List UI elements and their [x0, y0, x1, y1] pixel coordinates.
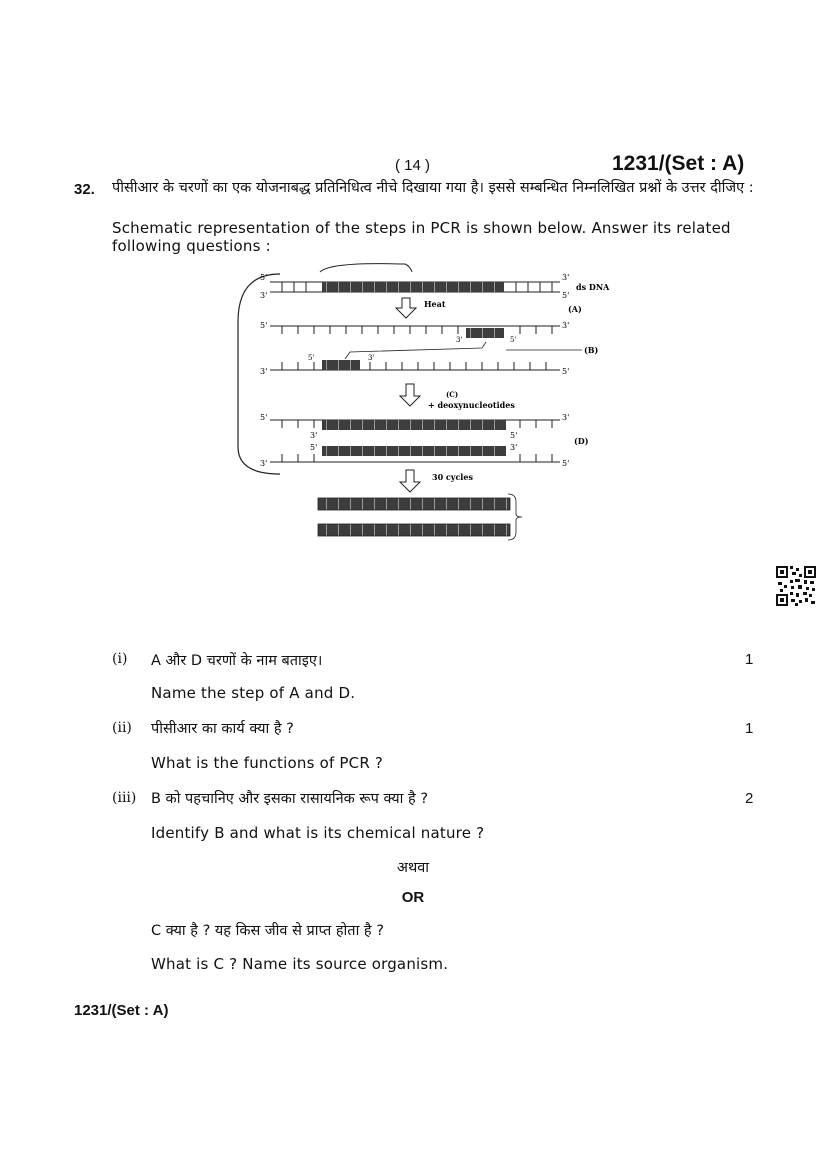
subquestion-english: What is the functions of PCR ? — [151, 754, 384, 772]
svg-text:3': 3' — [510, 443, 518, 452]
or-english: OR — [401, 889, 425, 906]
svg-text:3': 3' — [260, 367, 268, 376]
ds-dna-label: ds DNA — [576, 282, 610, 292]
svg-text:3': 3' — [260, 291, 268, 300]
subquestion-number: (ii) — [112, 720, 132, 736]
svg-text:3': 3' — [562, 321, 570, 330]
single-strand-bottom — [260, 354, 569, 376]
label-c: (C) — [446, 390, 459, 399]
set-code-footer: 1231/(Set : A) — [74, 1002, 169, 1019]
label-a: (A) — [568, 304, 582, 314]
svg-text:5': 5' — [308, 354, 315, 362]
label-b-pointer — [345, 342, 599, 359]
svg-text:5': 5' — [260, 273, 268, 282]
deoxynucleotides-label: + deoxynucleotides — [428, 400, 515, 410]
svg-text:5': 5' — [510, 336, 517, 344]
page-number: ( 14 ) — [395, 157, 431, 174]
svg-text:5': 5' — [510, 431, 518, 440]
question-number: 32. — [74, 181, 95, 198]
svg-text:5': 5' — [310, 443, 318, 452]
set-code-header: 1231/(Set : A) — [612, 152, 745, 175]
subquestion-english: Identify B and what is its chemical nature ? — [151, 824, 485, 842]
cycle-loop — [238, 274, 280, 474]
subquestion-hindi: पीसीआर का कार्य क्या है ? — [151, 721, 294, 737]
svg-text:3': 3' — [310, 431, 318, 440]
single-strand-top — [260, 321, 569, 344]
svg-text:5': 5' — [562, 459, 570, 468]
label-b: (B) — [584, 345, 599, 355]
svg-text:3': 3' — [562, 273, 570, 282]
svg-text:3': 3' — [456, 336, 463, 344]
cycles-label: 30 cycles — [432, 472, 473, 482]
cycles-arrow — [400, 470, 473, 492]
ds-dna — [260, 273, 610, 300]
marks: 1 — [745, 651, 754, 668]
pcr-diagram — [230, 262, 630, 547]
subquestion-hindi: A और D चरणों के नाम बताइए। — [151, 653, 323, 669]
subquestion-number: (iii) — [112, 790, 137, 806]
alternative-question-hindi: C क्या है ? यह किस जीव से प्राप्त होता है ? — [151, 923, 384, 939]
subquestion-number: (i) — [112, 651, 128, 667]
svg-text:3': 3' — [368, 354, 375, 362]
subquestion-english: Name the step of A and D. — [151, 684, 356, 702]
svg-text:5': 5' — [260, 413, 268, 422]
step-c-arrow — [400, 384, 515, 410]
svg-text:5': 5' — [562, 291, 570, 300]
question-intro-hindi: पीसीआर के चरणों का एक योजनाबद्ध प्रतिनिधित्व नीचे दिखाया गया है। इससे सम्बन्धित निम्नलिखित प्रश्नों के उत्तर दीजिए : — [112, 180, 754, 196]
marks: 2 — [745, 790, 754, 807]
step-a-arrow — [396, 298, 582, 318]
qr-code — [776, 566, 816, 606]
extension-products — [260, 413, 589, 468]
alternative-question-english: What is C ? Name its source organism. — [151, 955, 449, 973]
svg-text:5': 5' — [562, 367, 570, 376]
svg-text:5': 5' — [260, 321, 268, 330]
svg-text:3': 3' — [260, 459, 268, 468]
label-d: (D) — [574, 436, 589, 446]
question-intro-english: Schematic representation of the steps in PCR is shown below. Answer its related following questions : — [112, 219, 731, 255]
marks: 1 — [745, 720, 754, 737]
svg-text:3': 3' — [562, 413, 570, 422]
svg-text:Heat: Heat — [424, 299, 446, 309]
amplified-products — [318, 494, 522, 540]
or-hindi: अथवा — [396, 860, 430, 876]
subquestion-hindi: B को पहचानिए और इसका रासायनिक रूप क्या है ? — [151, 791, 429, 807]
